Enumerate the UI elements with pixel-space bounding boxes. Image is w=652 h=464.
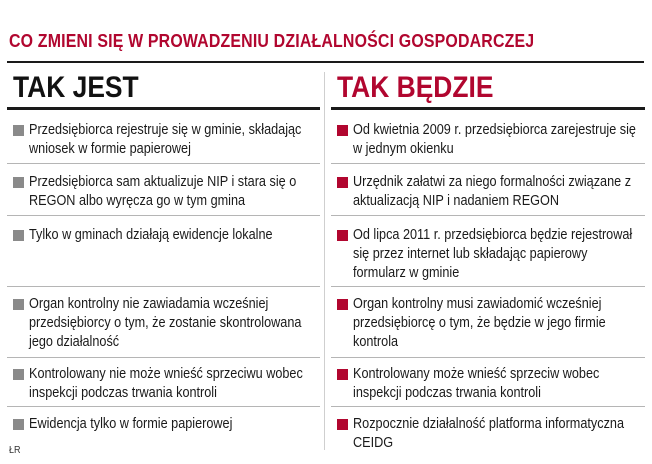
row-separator <box>331 215 645 216</box>
square-bullet-icon <box>13 125 24 136</box>
column-tak-jest <box>7 63 320 432</box>
square-bullet-icon <box>337 299 348 310</box>
column-heading-left <box>7 63 320 107</box>
square-bullet-icon <box>337 419 348 430</box>
column-divider <box>324 72 325 450</box>
heading-rule-right <box>331 107 645 110</box>
row-separator <box>7 215 320 216</box>
square-bullet-icon <box>13 177 24 188</box>
square-bullet-icon <box>337 369 348 380</box>
heading-tak-bedzie: TAK BĘDZIE <box>337 71 494 104</box>
row-separator <box>331 286 645 287</box>
row-separator <box>7 163 320 164</box>
square-bullet-icon <box>337 125 348 136</box>
list-item-text: Organ kontrolny nie zawiadamia wcześniej przedsiębiorcy o tym, że zostanie skontrolowana jego działalność <box>29 296 302 350</box>
square-bullet-icon <box>13 299 24 310</box>
column-tak-bedzie <box>331 63 645 451</box>
heading-rule-left <box>7 107 320 110</box>
square-bullet-icon <box>13 369 24 380</box>
list-item-text: Od kwietnia 2009 r. przedsiębiorca zarejestruje się w jednym okienku <box>353 122 636 157</box>
list-item-text: Od lipca 2011 r. przedsiębiorca będzie rejestrował się przez internet lub składając papierowy formularz w gminie <box>353 227 633 281</box>
row-separator <box>7 286 320 287</box>
square-bullet-icon <box>337 230 348 241</box>
list-item-text: Kontrolowany nie może wnieść sprzeciwu wobec inspekcji podczas trwania kontroli <box>29 366 303 401</box>
list-item-text: Organ kontrolny musi zawiadomić wcześniej przedsiębiorcę o tym, że będzie w jego firmie kontrola <box>353 296 606 350</box>
column-heading-right <box>331 63 645 107</box>
row-separator <box>7 357 320 358</box>
page-title: CO ZMIENI SIĘ W PROWADZENIU DZIAŁALNOŚCI GOSPODARCZEJ <box>9 30 535 51</box>
list-item-text: Przedsiębiorca sam aktualizuje NIP i stara się o REGON albo wyręcza go w tym gmina <box>29 174 297 209</box>
square-bullet-icon <box>13 230 24 241</box>
row-separator <box>331 406 645 407</box>
row-separator <box>331 163 645 164</box>
list-item-text: Tylko w gminach działają ewidencje lokalne <box>29 227 273 243</box>
list-item-text: Rozpocznie działalność platforma informatyczna CEIDG <box>353 416 624 451</box>
row-separator <box>7 406 320 407</box>
heading-tak-jest: TAK JEST <box>13 71 139 104</box>
square-bullet-icon <box>337 177 348 188</box>
list-item-text: Przedsiębiorca rejestruje się w gminie, składając wniosek w formie papierowej <box>29 122 302 157</box>
list-item-text: Urzędnik załatwi za niego formalności związane z aktualizacją NIP i nadaniem REGON <box>353 174 632 209</box>
list-item-text: Kontrolowany może wnieść sprzeciw wobec inspekcji podczas trwania kontroli <box>353 366 600 401</box>
row-separator <box>331 357 645 358</box>
square-bullet-icon <box>13 419 24 430</box>
source-credit: ŁR <box>9 445 21 456</box>
list-item-text: Ewidencja tylko w formie papierowej <box>29 416 233 432</box>
